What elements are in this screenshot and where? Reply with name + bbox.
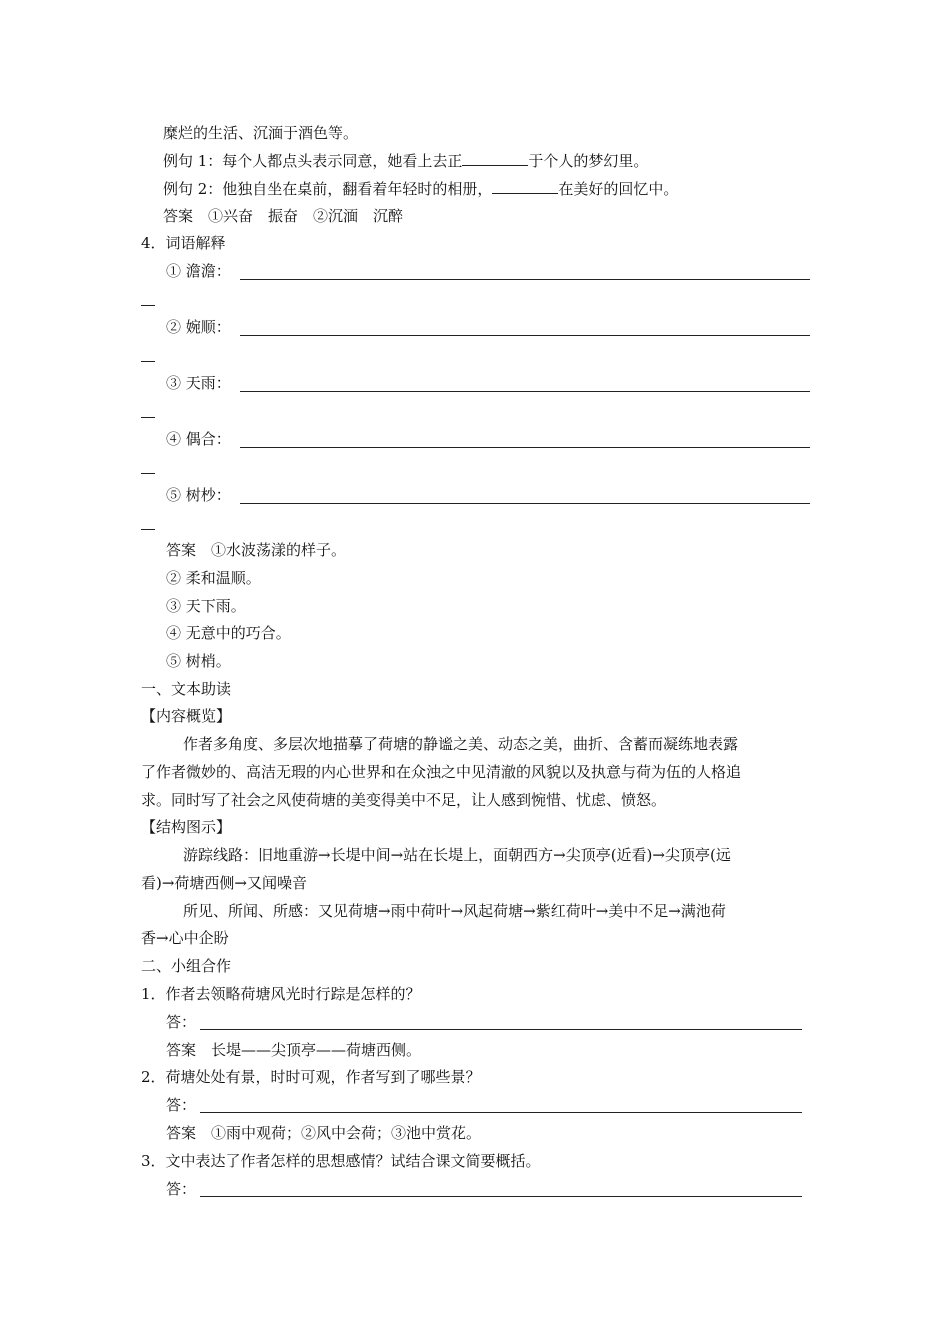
answer-blank (240, 447, 810, 448)
subsection-title: 【内容概览】 (141, 707, 232, 725)
answer-blank (240, 503, 810, 504)
example-text: 在美好的回忆中。 (558, 180, 679, 198)
answer-blank (200, 1029, 802, 1030)
term-label: ④ 偶合： (166, 430, 231, 448)
answer-line: ④ 无意中的巧合。 (166, 624, 291, 642)
question: 3．文中表达了作者怎样的思想感情？试结合课文简要概括。 (141, 1152, 541, 1170)
paragraph-line: 作者多角度、多层次地描摹了荷塘的静谧之美、动态之美，曲折、含蓄而凝练地表露 (183, 735, 739, 753)
part-heading: 二、小组合作 (141, 957, 232, 975)
answer-line: 答案 长堤——尖顶亭——荷塘西侧。 (166, 1041, 422, 1059)
term-label: ② 婉顺： (166, 318, 231, 336)
fill-blank (492, 179, 558, 194)
answer-blank (240, 279, 810, 280)
question: 1．作者去领略荷塘风光时行踪是怎样的？ (141, 985, 421, 1003)
paragraph-line: 求。同时写了社会之风使荷塘的美变得美中不足，让人感到惋惜、忧虑、愤怒。 (141, 791, 667, 809)
line-continuation (141, 305, 155, 306)
section-heading: 4．词语解释 (141, 234, 226, 252)
fill-blank (462, 151, 528, 166)
line-continuation (141, 361, 155, 362)
answer-blank (200, 1196, 802, 1197)
example-text: 例句 1：每个人都点头表示同意，她看上去正 (163, 152, 463, 170)
term-label: ① 澹澹： (166, 262, 231, 280)
answer-line: ⑤ 树梢。 (166, 652, 231, 670)
answer-line: 答案 ①水波荡漾的样子。 (166, 541, 347, 559)
line-continuation (141, 473, 155, 474)
paragraph-line: 香→心中企盼 (141, 929, 229, 947)
answer-prompt: 答： (166, 1096, 197, 1114)
answer-blank (240, 391, 810, 392)
example-text: 于个人的梦幻里。 (528, 152, 649, 170)
answer-prompt: 答： (166, 1180, 197, 1198)
text-line: 糜烂的生活、沉湎于酒色等。 (163, 124, 359, 142)
line-continuation (141, 529, 155, 530)
example-sentence-1 (163, 151, 648, 171)
paragraph-line: 了作者微妙的、高洁无瑕的内心世界和在众浊之中见清澈的风貌以及执意与荷为伍的人格追 (141, 763, 742, 781)
answer-line: 答案 ①雨中观荷；②风中会荷；③池中赏花。 (166, 1124, 482, 1142)
answer-blank (240, 335, 810, 336)
subsection-title: 【结构图示】 (141, 818, 232, 836)
example-text: 例句 2：他独自坐在桌前，翻看着年轻时的相册， (163, 180, 493, 198)
line-continuation (141, 417, 155, 418)
term-label: ③ 天雨： (166, 374, 231, 392)
answer-line: 答案 ①兴奋 振奋 ②沉湎 沉醉 (163, 207, 404, 225)
answer-line: ③ 天下雨。 (166, 597, 246, 615)
part-heading: 一、文本助读 (141, 680, 232, 698)
paragraph-line: 看)→荷塘西侧→又闻噪音 (141, 874, 307, 892)
question: 2．荷塘处处有景，时时可观，作者写到了哪些景？ (141, 1068, 481, 1086)
paragraph-line: 所见、所闻、所感：又见荷塘→雨中荷叶→风起荷塘→紫红荷叶→美中不足→满池荷 (183, 902, 726, 920)
example-sentence-2 (163, 179, 678, 199)
answer-prompt: 答： (166, 1013, 197, 1031)
paragraph-line: 游踪线路：旧地重游→长堤中间→站在长堤上，面朝西方→尖顶亭(近看)→尖顶亭(远 (183, 846, 731, 864)
term-label: ⑤ 树杪： (166, 486, 231, 504)
answer-blank (200, 1112, 802, 1113)
answer-line: ② 柔和温顺。 (166, 569, 261, 587)
